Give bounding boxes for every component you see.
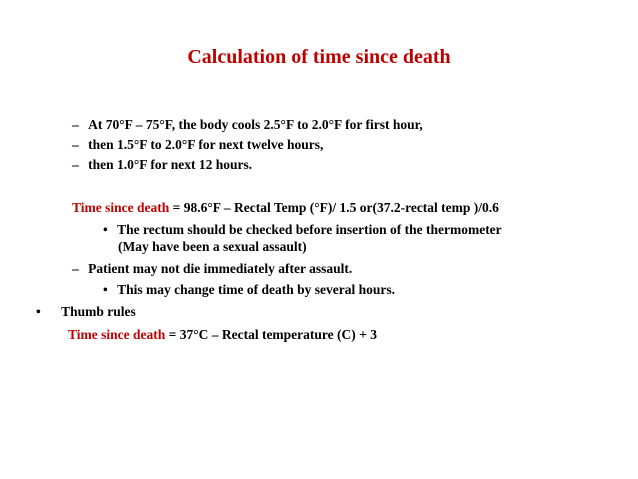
- cooling-rate-item-2: [72, 136, 323, 153]
- change-note-text: This may change time of death by several hours.: [117, 282, 395, 297]
- fahrenheit-formula: [72, 199, 499, 216]
- patient-note-text: Patient may not die immediately after assault.: [88, 261, 353, 276]
- formula-label: Time since death: [72, 200, 170, 215]
- formula-expression: = 37°C – Rectal temperature (C) + 3: [168, 327, 377, 342]
- cooling-rate-text-2: then 1.5°F to 2.0°F for next twelve hours,: [88, 137, 324, 152]
- dash-marker: –: [72, 137, 79, 152]
- cooling-rate-item-3: [72, 156, 252, 173]
- cooling-rate-text-1: At 70°F – 75°F, the body cools 2.5°F to 2.0°F for first hour,: [88, 117, 423, 132]
- slide-title: Calculation of time since death: [187, 46, 451, 68]
- rectum-note-line-2: (May have been a sexual assault): [118, 239, 307, 254]
- change-note-item: [103, 281, 395, 298]
- sub-bullet-marker: •: [103, 222, 108, 237]
- bullet-marker: •: [36, 304, 41, 319]
- sub-bullet-marker: •: [103, 282, 108, 297]
- thumb-rules-text: Thumb rules: [61, 304, 136, 319]
- formula-label: Time since death: [68, 327, 166, 342]
- dash-marker: –: [72, 157, 79, 172]
- rectum-note-item: [103, 221, 502, 238]
- dash-marker: –: [72, 117, 79, 132]
- formula-expression: = 98.6°F – Rectal Temp (°F)/ 1.5 or(37.2-rectal temp )/0.6: [172, 200, 499, 215]
- celsius-formula: [68, 326, 377, 343]
- cooling-rate-text-3: then 1.0°F for next 12 hours.: [88, 157, 253, 172]
- dash-marker: –: [72, 261, 79, 276]
- cooling-rate-item-1: [72, 116, 423, 133]
- rectum-note-line-1: The rectum should be checked before insertion of the thermometer: [117, 222, 502, 237]
- thumb-rules-item: [36, 303, 136, 320]
- patient-note-item: [72, 260, 352, 277]
